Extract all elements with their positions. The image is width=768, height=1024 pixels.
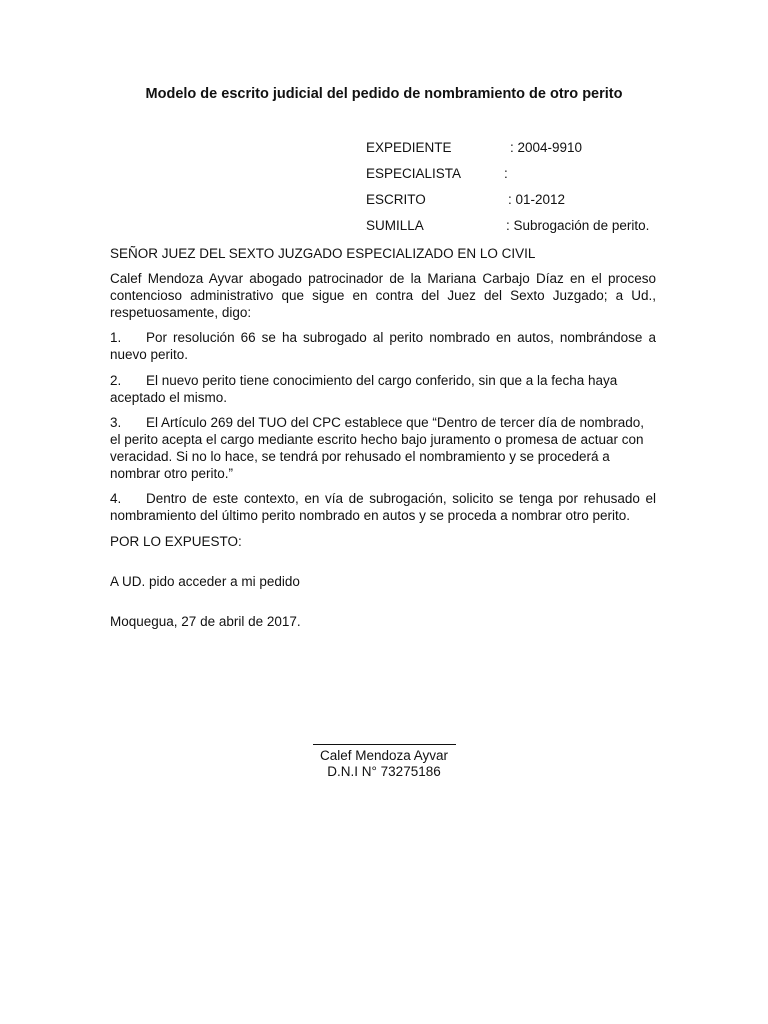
numbered-item-3 [110,414,656,482]
signature-line [313,744,456,745]
item-text: El nuevo perito tiene conocimiento del cargo conferido, sin que a la fecha haya aceptado el mismo. [110,373,618,405]
meta-label: ESCRITO [366,192,426,207]
closing-phrase: POR LO EXPUESTO: [110,534,242,549]
meta-value: : Subrogación de perito. [506,218,650,233]
item-number: 2. [110,373,122,388]
addressee: SEÑOR JUEZ DEL SEXTO JUZGADO ESPECIALIZADO EN LO CIVIL [110,246,536,261]
signer-id: D.N.I N° 73275186 [327,764,441,779]
meta-value: : [504,166,508,181]
meta-label: ESPECIALISTA [366,166,462,181]
numbered-item-1 [110,329,656,363]
meta-label: SUMILLA [366,218,424,233]
meta-value: : 2004-9910 [510,140,583,155]
numbered-item-4 [110,490,656,524]
place-and-date: Moquegua, 27 de abril de 2017. [110,614,301,629]
signer-name: Calef Mendoza Ayvar [319,748,449,763]
item-number: 1. [110,330,122,345]
item-text: El Artículo 269 del TUO del CPC establece que “Dentro de tercer día de nombrado, el perito acepta el cargo mediante escrito hecho bajo juramento o promesa de actuar con veracidad. Si no lo hace, se tendrá por rehusado el nombramiento y se procederá a nombrar otro perito.” [110,415,645,481]
meta-label: EXPEDIENTE [366,140,452,155]
item-text: Por resolución 66 se ha subrogado al perito nombrado en autos, nombrándose a nuevo perito. [110,330,656,362]
item-text: Dentro de este contexto, en vía de subrogación, solicito se tenga por rehusado el nombramiento del último perito nombrado en autos y se proceda a nombrar otro perito. [110,491,656,523]
request-phrase: A UD. pido acceder a mi pedido [110,574,300,589]
item-number: 4. [110,491,122,506]
item-number: 3. [110,415,122,430]
intro-paragraph: Calef Mendoza Ayvar abogado patrocinador de la Mariana Carbajo Díaz en el proceso contencioso administrativo que sigue en contra del Juez del Sexto Juzgado; a Ud., respetuosamente, digo: [110,271,656,320]
document-title: Modelo de escrito judicial del pedido de nombramiento de otro perito [145,86,623,102]
signature-block [0,727,768,779]
numbered-item-2 [110,372,656,406]
meta-value: : 01-2012 [508,192,566,207]
